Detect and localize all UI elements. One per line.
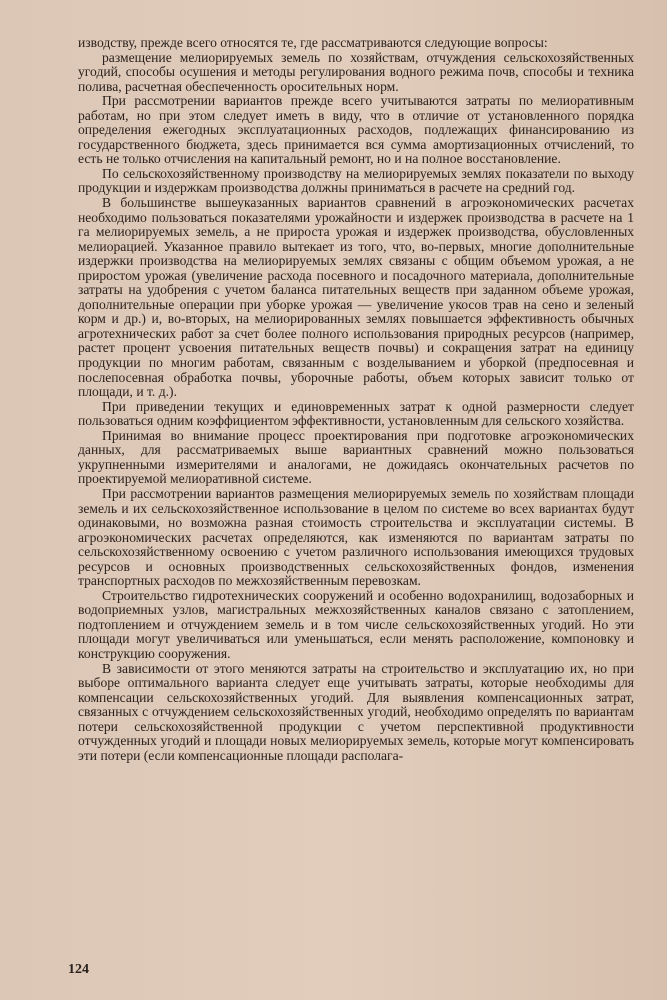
paragraph-2: размещение мелиорируемых земель по хозяйствам, отчуждения сельскохозяйственных угодий, способы осушения и методы регулирования водного режима почв, способы и техника полива, расчетная обеспеченность оросительных норм. xyxy=(78,49,634,94)
body-text xyxy=(78,36,634,763)
paragraph-3: При рассмотрении вариантов прежде всего учитываются затраты по мелиоративным работам, но при этом следует иметь в виду, что в отличие от установленного порядка определения ежегодных эксплуатационных расходов, подлежащих финансированию из государственного бюджета, здесь принимается вся сумма амортизационных отчислений, то есть не только отчисления на капитальный ремонт, но и на полное восстановление. xyxy=(78,93,634,167)
paragraph-9: Строительство гидротехнических сооружений и особенно водохранилищ, водозаборных и водоприемных узлов, магистральных межхозяйственных каналов связано с затоплением, подтоплением и отчуждением земель и в том числе сельскохозяйственных угодий. Но эти площади могут увеличиваться или уменьшаться, если менять расположение, компоновку и конструкцию сооружения. xyxy=(78,587,634,661)
paragraph-6: При приведении текущих и единовременных затрат к одной размерности следует пользоваться одним коэффициентом эффективности, установленным для сельского хозяйства. xyxy=(78,398,634,429)
paragraph-7: Принимая во внимание процесс проектирования при подготовке агроэкономических данных, для рассматриваемых выше вариантных сравнений можно пользоваться укрупненными измерителями и аналогами, не дожидаясь окончательных расчетов по проектируемой мелиоративной системе. xyxy=(78,427,634,487)
paragraph-8: При рассмотрении вариантов размещения мелиорируемых земель по хозяйствам площади земель и их сельскохозяйственное использование в целом по системе во всех вариантах будут одинаковыми, но возможна разная стоимость строительства и эксплуатации системы. В агроэкономических расчетах определяются, как изменяются по вариантам затраты по сельскохозяйственному освоению с учетом различного использования имеющихся трудовых ресурсов и основных производственных сельскохозяйственных фондов, изменения транспортных расходов по межхозяйственным перевозкам. xyxy=(78,485,634,589)
paragraph-10: В зависимости от этого меняются затраты на строительство и эксплуатацию их, но при выборе оптимального варианта следует еще учитывать затраты, которые необходимы для компенсации сельскохозяйственных угодий. Для выявления компенсационных затрат, связанных с отчуждением сельскохозяйственных угодий, необходимо определять по вариантам потери сельскохозяйственной продукции с учетом перспективной продуктивности отчужденных угодий и площади новых мелиорируемых земель, которые могут компенсировать эти потери (если компенсационные площади располага- xyxy=(78,660,634,763)
paragraph-4: По сельскохозяйственному производству на мелиорируемых землях показатели по выходу продукции и издержкам производства должны приниматься в расчете на средний год. xyxy=(78,165,634,196)
page-number: 124 xyxy=(68,962,89,977)
paragraph-1: изводству, прежде всего относятся те, где рассматриваются следующие вопросы: xyxy=(78,35,548,50)
paragraph-5: В большинстве вышеуказанных вариантов сравнений в агроэкономических расчетах необходимо пользоваться показателями урожайности и издержек производства в расчете на 1 га мелиорируемых земель, а не прироста урожая и издержек производства, обусловленных мелиорацией. Указанное правило вытекает из того, что, во-первых, многие дополнительные издержки производства на мелиорируемых землях связаны с общим объемом урожая, а не приростом урожая (увеличение расхода посевного и посадочного материала, дополнительные затраты на удобрения с учетом баланса питательных веществ при заданном объеме урожая, дополнительные операции при уборке урожая — увеличение укосов трав на сено и зеленый корм и др.) и, во-вторых, на мелиорированных землях повышается эффективность обычных агротехнических работ за счет более полного использования природных ресурсов (например, растет процент усвоения питательных веществ почвы) и сокращения затрат на единицу продукции по многим работам, связанным с возделыванием и уборкой (предпосевная и послепосевная обработка почвы, уборочные работы, объем которых зависит только от площади, и т. д.). xyxy=(78,195,634,400)
